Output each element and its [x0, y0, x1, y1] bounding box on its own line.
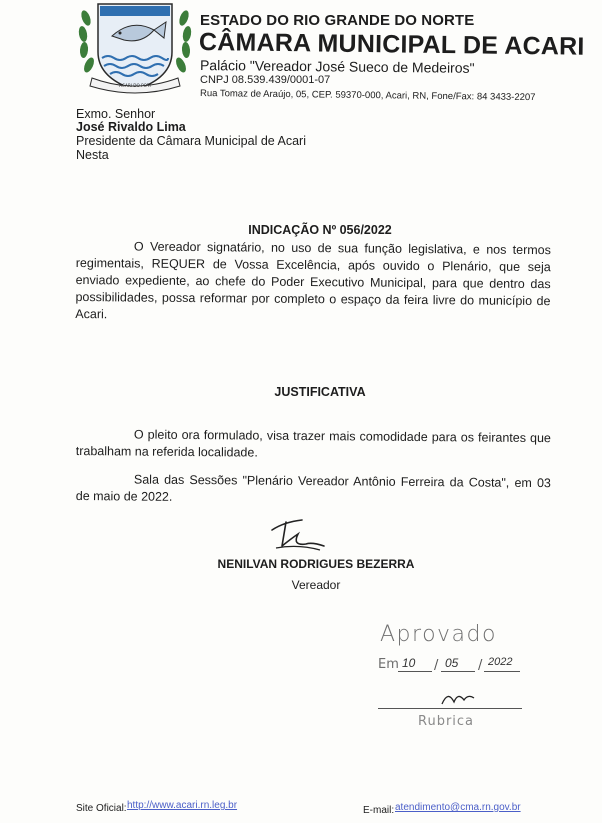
- footer-email-link[interactable]: atendimento@cma.rn.gov.br: [395, 802, 521, 813]
- recipient-name: José Rivaldo Lima: [76, 120, 186, 134]
- justification-text: O pleito ora formulado, visa trazer mais comodidade para os feirantes que trabalham na referida localidade.: [75, 427, 551, 460]
- signer-name: NENILVAN RODRIGUES BEZERRA: [217, 557, 415, 571]
- session-text: Sala das Sessões "Plenário Vereador Antônio Ferreira da Costa", em 03 de maio de 2022.: [75, 472, 551, 504]
- rubrica-label: Rubrica: [418, 714, 475, 729]
- stamp-slash: /: [434, 658, 439, 673]
- approval-year: 2022: [488, 656, 513, 668]
- footer-email-label: E-mail:: [363, 805, 395, 816]
- address: Rua Tomaz de Araújo, 05, CEP. 59370-000, Acari, RN, Fone/Fax: 84 3433-2207: [199, 88, 536, 104]
- state-name: ESTADO DO RIO GRANDE DO NORTE: [200, 12, 475, 29]
- laurel-left: [78, 9, 96, 74]
- palace-name: Palácio "Vereador José Sueco de Medeiros": [199, 57, 475, 76]
- approval-stamp-title: Aprovado: [380, 622, 497, 647]
- stamp-year-line: [484, 671, 520, 672]
- approval-month: 05: [445, 656, 459, 670]
- stamp-month-line: [441, 671, 475, 672]
- cnpj: CNPJ 08.539.439/0001-07: [200, 74, 331, 86]
- laurel-right: [174, 9, 192, 74]
- rubrica-signature: [438, 688, 478, 708]
- recipient-greeting: Exmo. Senhor: [76, 107, 156, 121]
- municipal-crest-logo: [76, 0, 194, 96]
- crest-motto: ACARI DO POTI: [119, 83, 151, 88]
- recipient-title: Presidente da Câmara Municipal de Acari: [76, 134, 306, 148]
- approval-day: 10: [402, 656, 416, 670]
- footer-site-label: Site Oficial:: [76, 803, 127, 814]
- justification-title: JUSTIFICATIVA: [274, 385, 366, 399]
- chamber-name: CÂMARA MUNICIPAL DE ACARI: [198, 28, 585, 61]
- stamp-slash: /: [478, 658, 483, 673]
- approval-date-label: Em: [378, 657, 399, 672]
- stamp-day-line: [398, 671, 432, 672]
- handwritten-signature: [262, 516, 332, 556]
- rubrica-line: [378, 708, 522, 709]
- signer-role: Vereador: [291, 578, 341, 592]
- document-body: O Vereador signatário, no uso de sua função legislativa, e nos termos regimentais, REQUER de Vossa Excelência, após ouvido o Plenário, que seja enviado expediente, ao chefe do Poder Executivo Municipal, para que dentro das possibilidades, possa reformar por completo o espaço da feira livre do município de Acari.: [75, 239, 551, 322]
- document-title: INDICAÇÃO Nº 056/2022: [248, 223, 392, 237]
- footer-site-link[interactable]: http://www.acari.rn.leg.br: [127, 800, 238, 811]
- recipient-place: Nesta: [76, 148, 109, 162]
